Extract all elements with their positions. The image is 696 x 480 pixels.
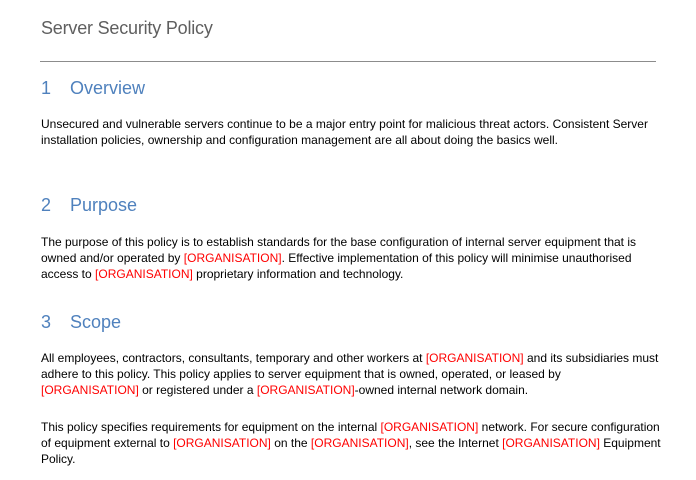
text-run: proprietary information and technology.: [192, 267, 404, 281]
section-number: 1: [41, 78, 52, 98]
organisation-placeholder: [ORGANISATION]: [41, 383, 139, 397]
text-run: Equipment Policy.: [41, 436, 661, 466]
organisation-placeholder: [ORGANISATION]: [95, 267, 193, 281]
scope-paragraph-2: [41, 419, 661, 467]
text-run: . Effective implementation of this policy will minimise unauthorised access to: [41, 251, 632, 281]
text-run: The purpose of this policy is to establish standards for the base configuration of internal server equipment that is owned and/or operated by: [41, 235, 636, 265]
section-title: Scope: [70, 312, 122, 332]
section-number: 3: [41, 312, 52, 332]
section-heading-scope: [41, 312, 121, 333]
organisation-placeholder: [ORGANISATION]: [173, 436, 271, 450]
text-run: All employees, contractors, consultants, temporary and other workers at: [41, 351, 426, 365]
title-divider: [40, 61, 656, 62]
text-run: and its subsidiaries must adhere to this policy. This policy applies to server equipment that is owned, operated, or leased by: [41, 351, 659, 381]
overview-paragraph: [41, 116, 661, 148]
section-title: Overview: [70, 78, 146, 98]
text-run: network. For secure configuration of equipment external to: [41, 420, 660, 450]
text-run: This policy specifies requirements for equipment on the internal: [41, 420, 381, 434]
section-heading-purpose: [41, 195, 137, 216]
scope-paragraph-1: [41, 350, 661, 398]
organisation-placeholder: [ORGANISATION]: [425, 351, 524, 365]
organisation-placeholder: [ORGANISATION]: [380, 420, 479, 434]
organisation-placeholder: [ORGANISATION]: [256, 383, 355, 397]
section-title: Purpose: [70, 195, 138, 215]
document-title: Server Security Policy: [41, 18, 213, 38]
text-run: , see the Internet: [408, 436, 503, 450]
organisation-placeholder: [ORGANISATION]: [310, 436, 409, 450]
organisation-placeholder: [ORGANISATION]: [183, 251, 282, 265]
section-number: 2: [41, 195, 52, 215]
purpose-paragraph: [41, 234, 661, 282]
organisation-placeholder: [ORGANISATION]: [502, 436, 600, 450]
text-run: -owned internal network domain.: [354, 383, 529, 397]
text-run: or registered under a: [138, 383, 257, 397]
text-run: Unsecured and vulnerable servers continue to be a major entry point for malicious threat actors. Consistent Server installation policies, ownership and configuration management are all about doing the basics well.: [41, 117, 648, 147]
text-run: on the: [270, 436, 311, 450]
section-heading-overview: [41, 78, 145, 99]
